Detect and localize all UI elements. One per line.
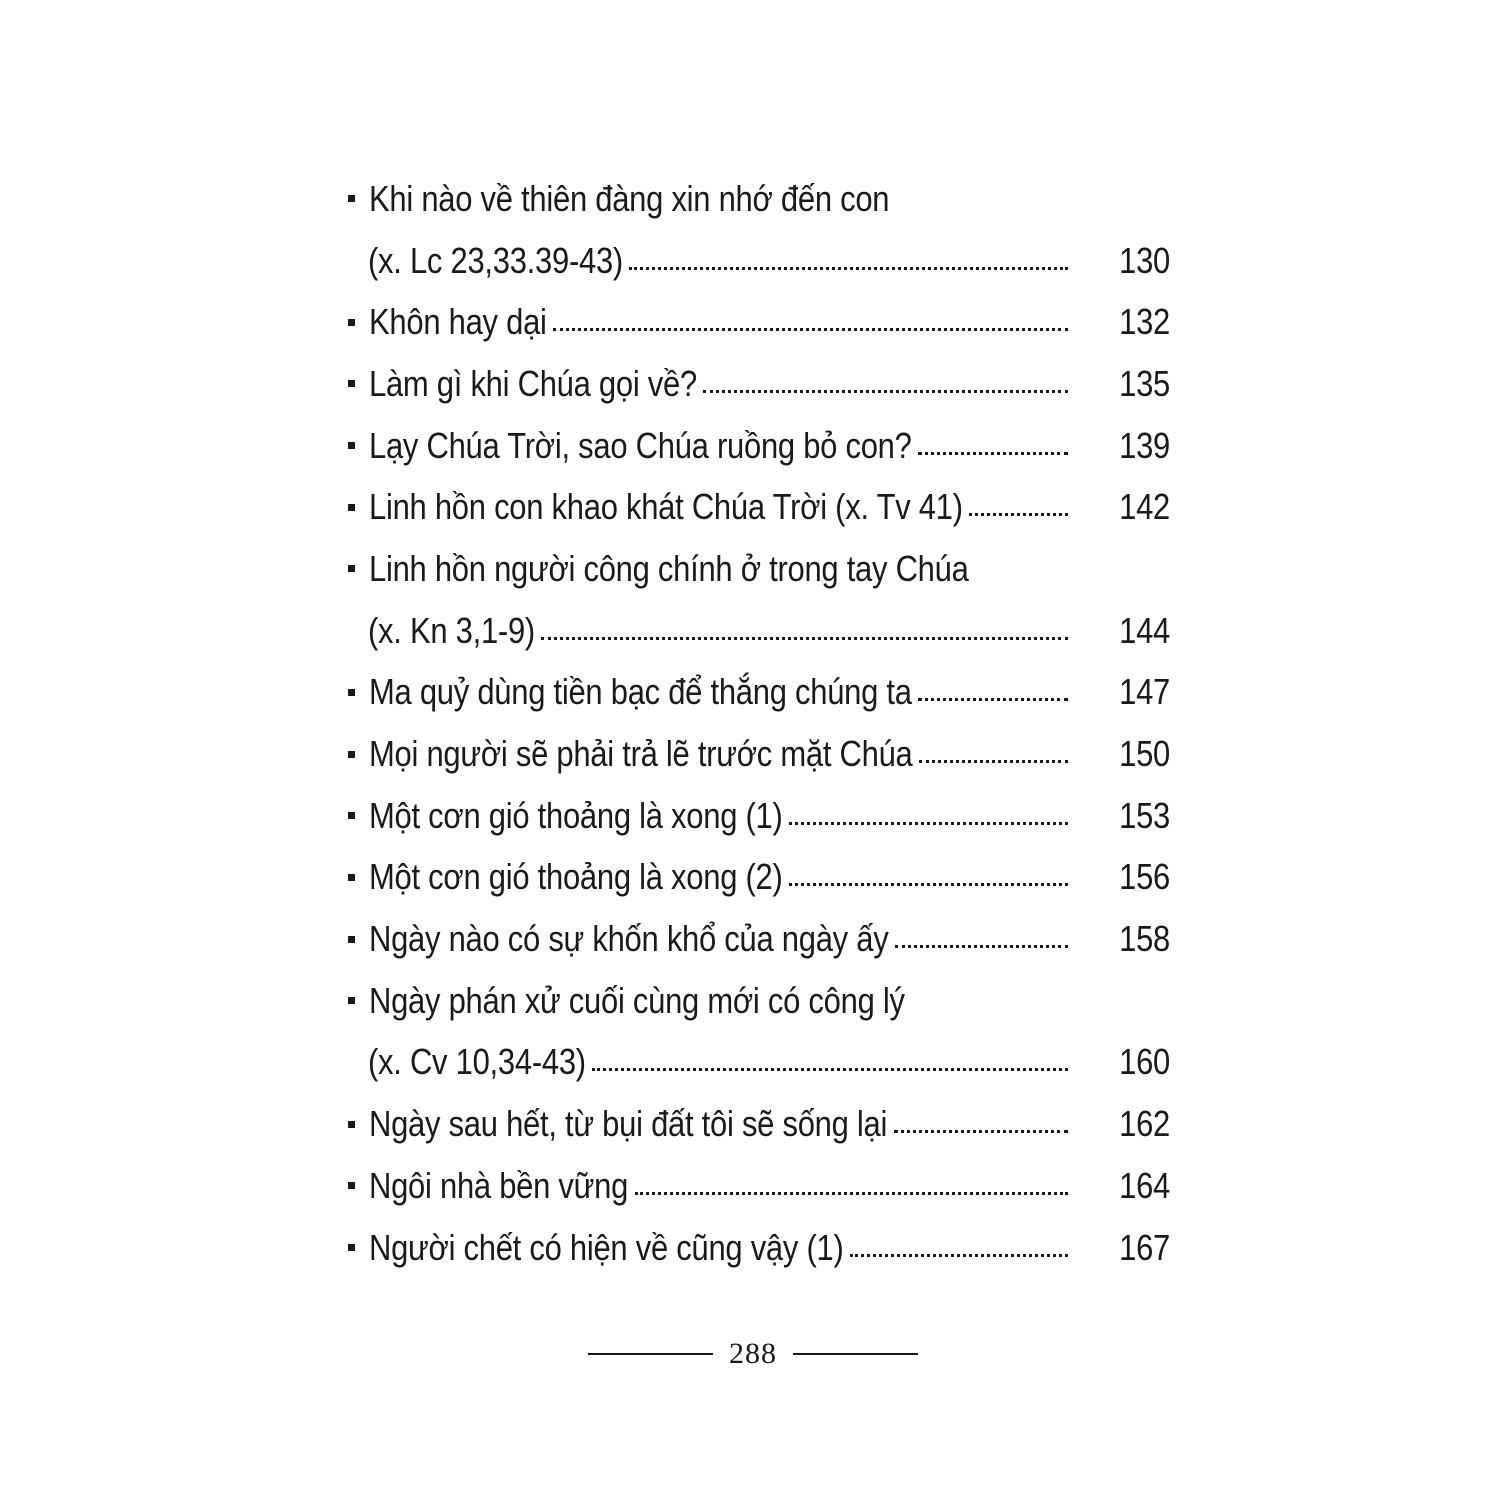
toc-entry-title: Khôn hay dại (369, 301, 547, 343)
toc-entry-title: Người chết có hiện về cũng vậy (1) (369, 1226, 844, 1268)
footer-rule-right (793, 1353, 918, 1355)
toc-entry (348, 662, 1170, 724)
toc-entry-page-number: 135 (1119, 362, 1170, 404)
dot-leader (789, 798, 1068, 834)
bullet-icon (348, 319, 355, 326)
dot-leader (895, 921, 1068, 957)
dot-leader (894, 1106, 1068, 1142)
page-number: 288 (729, 1337, 777, 1370)
toc-entry (348, 970, 1170, 1032)
toc-entry-page-number: 153 (1119, 794, 1170, 836)
bullet-icon (348, 689, 355, 696)
toc-entry-continuation: (x. Lc 23,33.39-43) (368, 239, 623, 281)
dot-leader (918, 674, 1068, 710)
page-footer (588, 1332, 918, 1376)
toc-entry-page-number: 158 (1119, 918, 1170, 960)
bullet-icon (348, 812, 355, 819)
toc-entry-page-number: 130 (1119, 239, 1170, 281)
toc-entry-page-number: 150 (1119, 733, 1170, 775)
toc-entry (348, 168, 1170, 230)
bullet-icon (348, 380, 355, 387)
toc-entry (348, 353, 1170, 415)
toc-entry-page-number: 144 (1119, 609, 1170, 651)
toc-entry-page-number: 142 (1119, 486, 1170, 528)
toc-entry-page-number: 139 (1119, 424, 1170, 466)
dot-leader (541, 613, 1068, 649)
toc-entry-continuation-line (348, 1032, 1170, 1094)
toc-entry (348, 415, 1170, 477)
footer-rule-left (588, 1353, 713, 1355)
toc-entry-continuation: (x. Kn 3,1-9) (368, 609, 535, 651)
dot-leader (629, 243, 1068, 279)
toc-entry (348, 847, 1170, 909)
toc-entry-continuation-line (348, 600, 1170, 662)
bullet-icon (348, 442, 355, 449)
toc-entry-continuation: (x. Cv 10,34-43) (368, 1041, 586, 1083)
toc-entry-page-number: 132 (1119, 301, 1170, 343)
toc-entry-title: Ma quỷ dùng tiền bạc để thắng chúng ta (369, 671, 912, 713)
bullet-icon (348, 997, 355, 1004)
dot-leader (789, 859, 1068, 895)
toc-entry-title: Một cơn gió thoảng là xong (2) (369, 856, 783, 898)
toc-entry-title: Làm gì khi Chúa gọi về? (369, 362, 697, 404)
bullet-icon (348, 874, 355, 881)
bullet-icon (348, 1244, 355, 1251)
bullet-icon (348, 1182, 355, 1189)
toc-entry-title: Ngày sau hết, từ bụi đất tôi sẽ sống lại (369, 1103, 888, 1145)
toc-entry-title: Linh hồn con khao khát Chúa Trời (x. Tv 41) (369, 486, 963, 528)
toc-entry-title: Một cơn gió thoảng là xong (1) (369, 794, 783, 836)
toc-entry-title: Ngôi nhà bền vững (369, 1164, 629, 1206)
dot-leader (703, 366, 1068, 402)
toc-entry (348, 1093, 1170, 1155)
toc-entry (348, 291, 1170, 353)
toc-entry (348, 1155, 1170, 1217)
toc-entry-title: Ngày phán xử cuối cùng mới có công lý (369, 979, 905, 1021)
toc-entry-title: Mọi người sẽ phải trả lẽ trước mặt Chúa (369, 733, 913, 775)
bullet-icon (348, 565, 355, 572)
bullet-icon (348, 1121, 355, 1128)
toc-entry-title: Khi nào về thiên đàng xin nhớ đến con (369, 177, 890, 219)
toc-entry (348, 785, 1170, 847)
toc-entry (348, 476, 1170, 538)
toc-entry (348, 723, 1170, 785)
table-of-contents (348, 168, 1170, 1278)
toc-entry-page-number: 156 (1119, 856, 1170, 898)
dot-leader (850, 1230, 1068, 1266)
toc-entry (348, 538, 1170, 600)
toc-entry-page-number: 167 (1119, 1226, 1170, 1268)
bullet-icon (348, 936, 355, 943)
dot-leader (635, 1168, 1068, 1204)
bullet-icon (348, 195, 355, 202)
toc-entry-page-number: 162 (1119, 1103, 1170, 1145)
bullet-icon (348, 504, 355, 511)
dot-leader (553, 304, 1068, 340)
bullet-icon (348, 751, 355, 758)
dot-leader (969, 489, 1068, 525)
toc-entry (348, 1217, 1170, 1279)
toc-entry-continuation-line (348, 230, 1170, 292)
toc-entry-page-number: 164 (1119, 1164, 1170, 1206)
toc-entry (348, 908, 1170, 970)
toc-entry-title: Ngày nào có sự khốn khổ của ngày ấy (369, 918, 889, 960)
dot-leader (919, 736, 1068, 772)
dot-leader (592, 1044, 1068, 1080)
toc-entry-title: Lạy Chúa Trời, sao Chúa ruồng bỏ con? (369, 424, 912, 466)
dot-leader (918, 428, 1068, 464)
toc-entry-page-number: 147 (1119, 671, 1170, 713)
toc-entry-page-number: 160 (1119, 1041, 1170, 1083)
toc-entry-title: Linh hồn người công chính ở trong tay Chúa (369, 547, 969, 589)
